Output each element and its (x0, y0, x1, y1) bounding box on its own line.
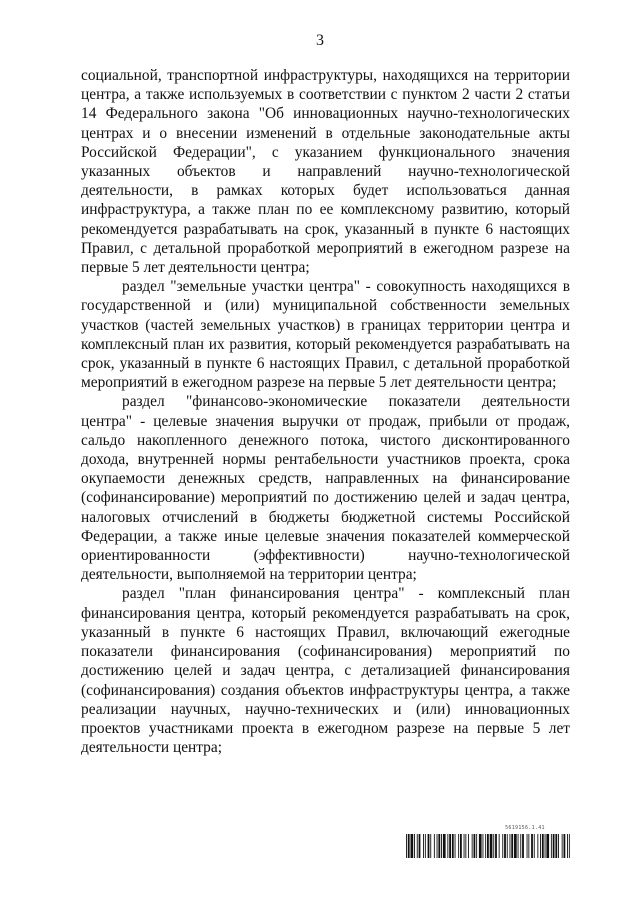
barcode-icon (406, 834, 570, 858)
document-code: 5619156.1.41 (505, 825, 545, 831)
paragraph-financing-plan-section: раздел "план финансирования центра" - комплексный план финансирования центра, который рекомендуется разрабатывать на срок, указанный в пункте 6 настоящих Правил, включающий ежегодные показатели финансирования (софинансирования) мероприятий по достижению целей и задач центра, с детализацией финансирования (софинансирования) создания объектов инфраструктуры центра, а также реализации научных, научно-технических и (или) инновационных проектов участниками проекта в ежегодном разрезе на первые 5 лет деятельности центра; (81, 585, 570, 757)
document-body (81, 66, 570, 757)
paragraph-land-plots-section: раздел "земельные участки центра" - совокупность находящихся в государственной и (или) муниципальной собственности земельных участков (частей земельных участков) в границах территории центра и комплексный план их развития, который рекомендуется разрабатывать на срок, указанный в пункте 6 настоящих Правил, с детальной проработкой мероприятий в ежегодном разрезе на первые 5 лет деятельности центра; (81, 278, 570, 392)
paragraph-financial-indicators-section: раздел "финансово-экономические показатели деятельности центра" - целевые значения выручки от продаж, прибыли от продаж, сальдо накопленного денежного потока, чистого дисконтированного дохода, внутренней нормы рентабельности участников проекта, срока окупаемости денежных средств, направленных на финансирование (софинансирование) мероприятий по достижению целей и задач центра, налоговых отчислений в бюджеты бюджетной системы Российской Федерации, а также иные целевые значения показателей коммерческой ориентированности (эффективности) научно-технологической деятельности, выполняемой на территории центра; (81, 393, 570, 584)
page-number: 3 (316, 32, 324, 49)
paragraph-infrastructure-continuation: социальной, транспортной инфраструктуры, находящихся на территории центра, а также используемых в соответствии с пунктом 2 части 2 статьи 14 Федерального закона "Об инновационных научно-технологических центрах и о внесении изменений в отдельные законодательные акты Российской Федерации", с указанием функционального значения указанных объектов и направлений научно-технологической деятельности, в рамках которых будет использоваться данная инфраструктура, а также план по ее комплексному развитию, который рекомендуется разрабатывать на срок, указанный в пункте 6 настоящих Правил, с детальной проработкой мероприятий в ежегодном разрезе на первые 5 лет деятельности центра; (81, 67, 570, 277)
